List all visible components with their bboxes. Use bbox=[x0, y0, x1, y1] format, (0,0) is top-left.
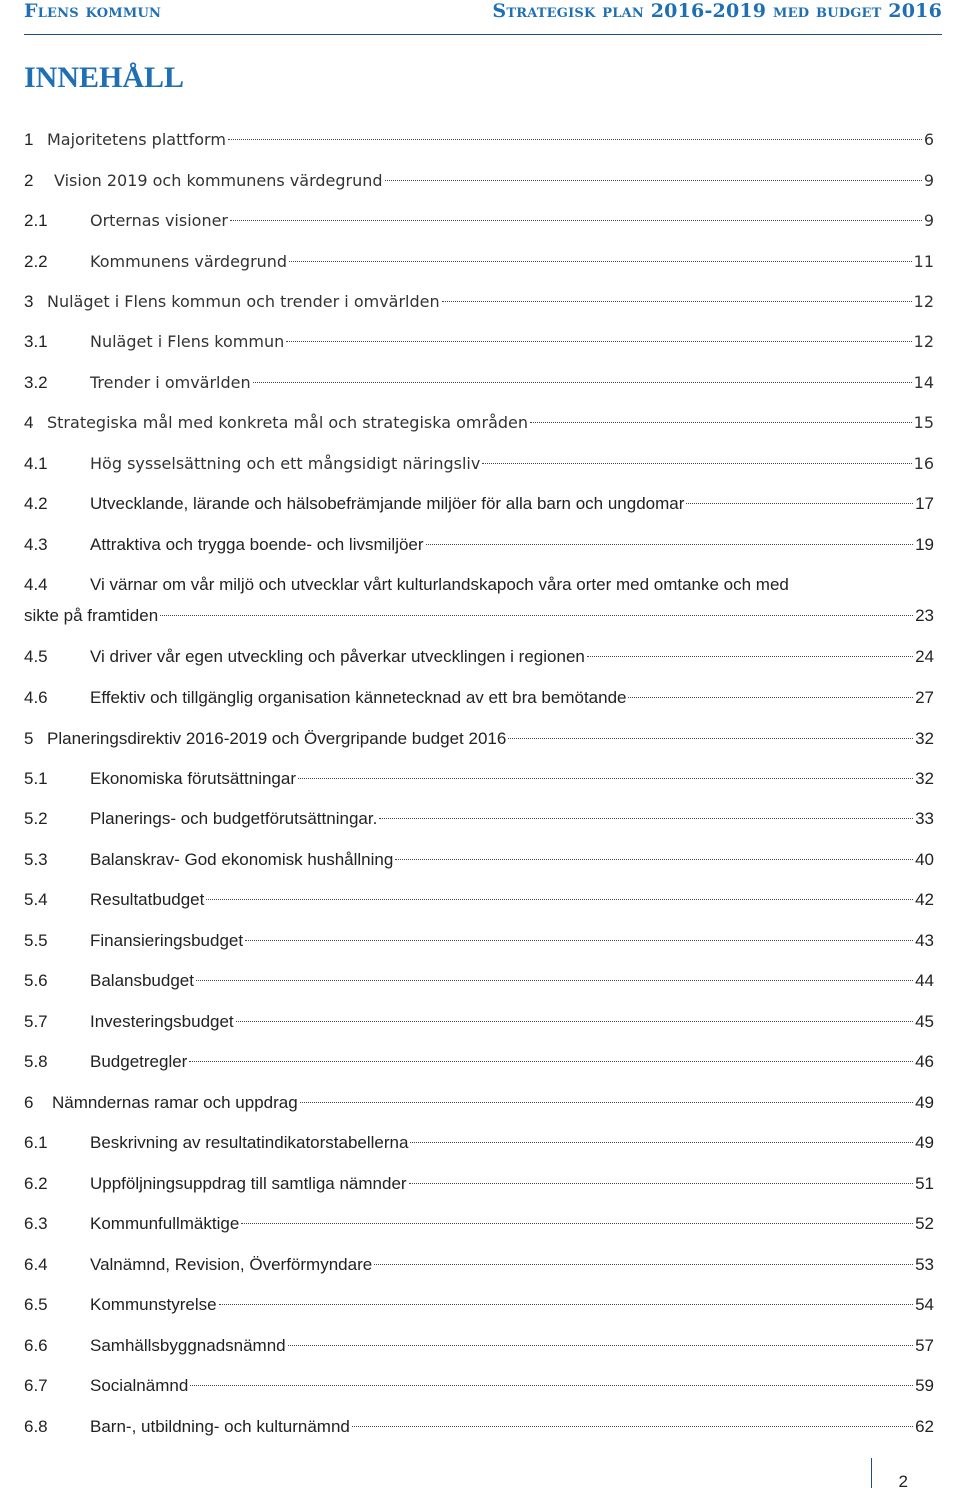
toc-entry-page: 57 bbox=[915, 1336, 934, 1355]
toc-entry[interactable] bbox=[24, 766, 934, 792]
toc-entry[interactable] bbox=[24, 329, 934, 355]
toc-entry[interactable] bbox=[24, 726, 934, 752]
toc-entry-label: Ekonomiska förutsättningar bbox=[90, 769, 296, 788]
toc-entry-label: Finansieringsbudget bbox=[90, 931, 244, 950]
toc-entry-number: 6.3 bbox=[24, 1214, 48, 1233]
leader-dots bbox=[379, 818, 913, 819]
toc-entry[interactable] bbox=[24, 249, 934, 275]
toc-entry-page: 16 bbox=[913, 454, 934, 473]
toc-entry-number: 2 bbox=[24, 171, 34, 190]
toc-entry-number: 4.5 bbox=[24, 647, 48, 666]
toc-entry[interactable] bbox=[24, 1009, 934, 1035]
toc-entry-label: Valnämnd, Revision, Överförmyndare bbox=[90, 1255, 373, 1274]
leader-dots bbox=[289, 261, 912, 262]
leader-dots bbox=[300, 1102, 913, 1103]
leader-dots bbox=[219, 1304, 913, 1305]
toc-entry-number: 5.4 bbox=[24, 890, 48, 909]
toc-entry-number: 5.2 bbox=[24, 809, 48, 828]
toc-entry-label: Socialnämnd bbox=[90, 1376, 189, 1395]
toc-entry-page: 11 bbox=[913, 252, 934, 271]
toc-entry-label: Balanskrav- God ekonomisk hushållning bbox=[90, 850, 394, 869]
toc-entry-page: 51 bbox=[915, 1174, 934, 1193]
leader-dots bbox=[241, 1223, 913, 1224]
toc-entry-page: 12 bbox=[913, 332, 934, 351]
leader-dots bbox=[482, 463, 911, 464]
leader-dots bbox=[190, 1385, 913, 1386]
toc-entry[interactable] bbox=[24, 1171, 934, 1197]
toc-entry-label: Kommunfullmäktige bbox=[90, 1214, 240, 1233]
toc-entry[interactable] bbox=[24, 1211, 934, 1237]
toc-entry-page: 59 bbox=[915, 1376, 934, 1395]
toc-entry[interactable] bbox=[24, 208, 934, 234]
toc-entry[interactable] bbox=[24, 1414, 934, 1440]
toc-entry-number: 4.6 bbox=[24, 688, 48, 707]
toc-entry-label: Barn-, utbildning- och kulturnämnd bbox=[90, 1417, 350, 1436]
leader-dots bbox=[385, 180, 922, 181]
toc-entry[interactable] bbox=[24, 685, 934, 711]
toc-entry-number: 6.7 bbox=[24, 1376, 48, 1395]
leader-dots bbox=[352, 1426, 913, 1427]
toc-entry-label: Uppföljningsuppdrag till samtliga nämnder bbox=[90, 1174, 407, 1193]
toc-entry[interactable] bbox=[24, 928, 934, 954]
leader-dots bbox=[228, 139, 922, 140]
toc-entry-number: 4 bbox=[24, 413, 34, 432]
toc-entry[interactable] bbox=[24, 1252, 934, 1278]
toc-entry-label: Vi driver vår egen utveckling och påverkar utvecklingen i regionen bbox=[90, 647, 585, 666]
leader-dots bbox=[409, 1183, 914, 1184]
toc-entry[interactable] bbox=[24, 1090, 934, 1116]
leader-dots bbox=[160, 615, 913, 616]
leader-dots bbox=[426, 544, 914, 545]
toc-entry-page: 45 bbox=[915, 1012, 934, 1031]
leader-dots bbox=[286, 341, 911, 342]
toc-entry[interactable] bbox=[24, 644, 934, 670]
toc-entry-label: Trender i omvärlden bbox=[90, 373, 251, 392]
toc-entry-label-continued: sikte på framtiden bbox=[24, 606, 159, 625]
leader-dots bbox=[206, 899, 913, 900]
toc-entry-number: 6.8 bbox=[24, 1417, 48, 1436]
toc-entry-number: 5.5 bbox=[24, 931, 48, 950]
toc-entry-label: Majoritetens plattform bbox=[47, 130, 226, 149]
toc-entry-number: 4.1 bbox=[24, 454, 48, 473]
leader-dots bbox=[236, 1021, 913, 1022]
toc-entry-number: 6.5 bbox=[24, 1295, 48, 1314]
leader-dots bbox=[530, 422, 912, 423]
toc-entry-number: 6.1 bbox=[24, 1133, 48, 1152]
toc-entry-number: 3.1 bbox=[24, 332, 48, 351]
toc-entry-page: 9 bbox=[923, 211, 934, 230]
toc-entry-label: Planeringsdirektiv 2016-2019 och Övergripande budget 2016 bbox=[47, 729, 507, 748]
toc-entry-label: Budgetregler bbox=[90, 1052, 188, 1071]
leader-dots bbox=[587, 656, 913, 657]
leader-dots bbox=[374, 1264, 913, 1265]
toc-entry[interactable] bbox=[24, 1373, 934, 1399]
toc-entry-label: Attraktiva och trygga boende- och livsmiljöer bbox=[90, 535, 424, 554]
toc-entry-label: Balansbudget bbox=[90, 971, 194, 990]
toc-entry[interactable] bbox=[24, 532, 934, 558]
leader-dots bbox=[298, 778, 913, 779]
toc-entry-page: 32 bbox=[915, 769, 934, 788]
toc-entry[interactable] bbox=[24, 847, 934, 873]
toc-entry-label: Vi värnar om vår miljö och utvecklar vårt kulturlandskapoch våra orter med omtanke och med bbox=[90, 575, 789, 594]
toc-entry[interactable] bbox=[24, 370, 934, 396]
toc-entry[interactable] bbox=[24, 451, 934, 477]
toc-entry-page: 17 bbox=[915, 494, 934, 513]
toc-entry-number: 5.1 bbox=[24, 769, 48, 788]
toc-entry-page: 54 bbox=[915, 1295, 934, 1314]
toc-entry-page: 12 bbox=[913, 292, 934, 311]
toc-entry-number: 1 bbox=[24, 130, 34, 149]
leader-dots bbox=[245, 940, 913, 941]
leader-dots bbox=[508, 738, 913, 739]
toc-entry-label: Beskrivning av resultatindikatorstabellerna bbox=[90, 1133, 409, 1152]
toc-entry-label: Vision 2019 och kommunens värdegrund bbox=[54, 171, 383, 190]
toc-entry[interactable] bbox=[24, 410, 934, 436]
toc-entry-number: 5.7 bbox=[24, 1012, 48, 1031]
toc-entry-label: Kommunstyrelse bbox=[90, 1295, 217, 1314]
toc-entry-label: Planerings- och budgetförutsättningar. bbox=[90, 809, 378, 828]
toc-entry[interactable] bbox=[24, 806, 934, 832]
toc-entry-number: 4.4 bbox=[24, 575, 48, 594]
toc-entry-number: 6.4 bbox=[24, 1255, 48, 1274]
page-number: 2 bbox=[898, 1472, 908, 1491]
toc-entry-label: Kommunens värdegrund bbox=[90, 252, 288, 271]
toc-entry-number: 5.6 bbox=[24, 971, 48, 990]
toc-entry-number: 6 bbox=[24, 1093, 34, 1112]
toc-entry[interactable] bbox=[24, 1333, 934, 1359]
toc-entry-page: 40 bbox=[915, 850, 934, 869]
leader-dots bbox=[288, 1345, 913, 1346]
toc-entry-label: Resultatbudget bbox=[90, 890, 205, 909]
toc-entry-label: Strategiska mål med konkreta mål och strategiska områden bbox=[47, 413, 529, 432]
toc-entry-label: Samhällsbyggnadsnämnd bbox=[90, 1336, 286, 1355]
toc-entry-number: 2.2 bbox=[24, 252, 48, 271]
header-document-title: Strategisk plan 2016-2019 med budget 2016 bbox=[492, 0, 942, 22]
leader-dots bbox=[253, 382, 912, 383]
toc-entry-number: 5.8 bbox=[24, 1052, 48, 1071]
toc-entry-number: 3 bbox=[24, 292, 34, 311]
toc-entry-page: 49 bbox=[915, 1133, 934, 1152]
toc-entry-page: 62 bbox=[915, 1417, 934, 1436]
toc-entry-page: 49 bbox=[915, 1093, 934, 1112]
toc-entry[interactable] bbox=[24, 887, 934, 913]
toc-entry[interactable] bbox=[24, 1130, 934, 1156]
toc-entry[interactable] bbox=[24, 572, 934, 628]
toc-entry-page: 9 bbox=[923, 171, 934, 190]
toc-entry[interactable] bbox=[24, 968, 934, 994]
toc-entry-label: Orternas visioner bbox=[90, 211, 228, 230]
toc-entry-page: 33 bbox=[915, 809, 934, 828]
toc-entry-page: 23 bbox=[915, 606, 934, 625]
leader-dots bbox=[196, 980, 913, 981]
leader-dots bbox=[686, 503, 913, 504]
toc-entry-label: Hög sysselsättning och ett mångsidigt näringsliv bbox=[90, 454, 481, 473]
toc-entry[interactable] bbox=[24, 168, 934, 194]
toc-title: INNEHÅLL bbox=[24, 61, 185, 94]
toc-entry-page: 42 bbox=[915, 890, 934, 909]
toc-entry-number: 4.3 bbox=[24, 535, 48, 554]
toc-entry-label: Utvecklande, lärande och hälsobefrämjande miljöer för alla barn och ungdomar bbox=[90, 494, 685, 513]
leader-dots bbox=[189, 1061, 913, 1062]
toc-entry-number: 2.1 bbox=[24, 211, 48, 230]
leader-dots bbox=[410, 1142, 913, 1143]
toc-entry[interactable] bbox=[24, 127, 934, 153]
toc-entry-number: 5.3 bbox=[24, 850, 48, 869]
toc-entry-label: Nuläget i Flens kommun bbox=[90, 332, 285, 351]
toc-entry-label: Nuläget i Flens kommun och trender i omvärlden bbox=[47, 292, 440, 311]
toc-entry-page: 14 bbox=[913, 373, 934, 392]
toc-entry-page: 15 bbox=[913, 413, 934, 432]
toc-entry[interactable] bbox=[24, 491, 934, 517]
toc-entry[interactable] bbox=[24, 1049, 934, 1075]
toc-entry-page: 19 bbox=[915, 535, 934, 554]
toc-entry-page: 24 bbox=[915, 647, 934, 666]
toc-entry-number: 6.6 bbox=[24, 1336, 48, 1355]
toc-entry-page: 53 bbox=[915, 1255, 934, 1274]
toc-entry-page: 27 bbox=[915, 688, 934, 707]
toc-entry-page: 52 bbox=[915, 1214, 934, 1233]
toc-entry-number: 6.2 bbox=[24, 1174, 48, 1193]
toc-entry-page: 32 bbox=[915, 729, 934, 748]
toc-entry[interactable] bbox=[24, 1292, 934, 1318]
toc-entry-page: 43 bbox=[915, 931, 934, 950]
toc-entry-page: 6 bbox=[923, 130, 934, 149]
toc-entry-page: 44 bbox=[915, 971, 934, 990]
toc-entry-number: 3.2 bbox=[24, 373, 48, 392]
leader-dots bbox=[442, 301, 912, 302]
toc-entry-number: 5 bbox=[24, 729, 34, 748]
toc-entry-label: Investeringsbudget bbox=[90, 1012, 234, 1031]
toc-entry-label: Effektiv och tillgänglig organisation kännetecknad av ett bra bemötande bbox=[90, 688, 627, 707]
leader-dots bbox=[230, 220, 922, 221]
toc-entry-number: 4.2 bbox=[24, 494, 48, 513]
toc-entry-label: Nämndernas ramar och uppdrag bbox=[52, 1093, 298, 1112]
header-organization: Flens kommun bbox=[24, 0, 162, 22]
leader-dots bbox=[628, 697, 913, 698]
toc-entry-page: 46 bbox=[915, 1052, 934, 1071]
leader-dots bbox=[395, 859, 913, 860]
toc-entry[interactable] bbox=[24, 289, 934, 315]
